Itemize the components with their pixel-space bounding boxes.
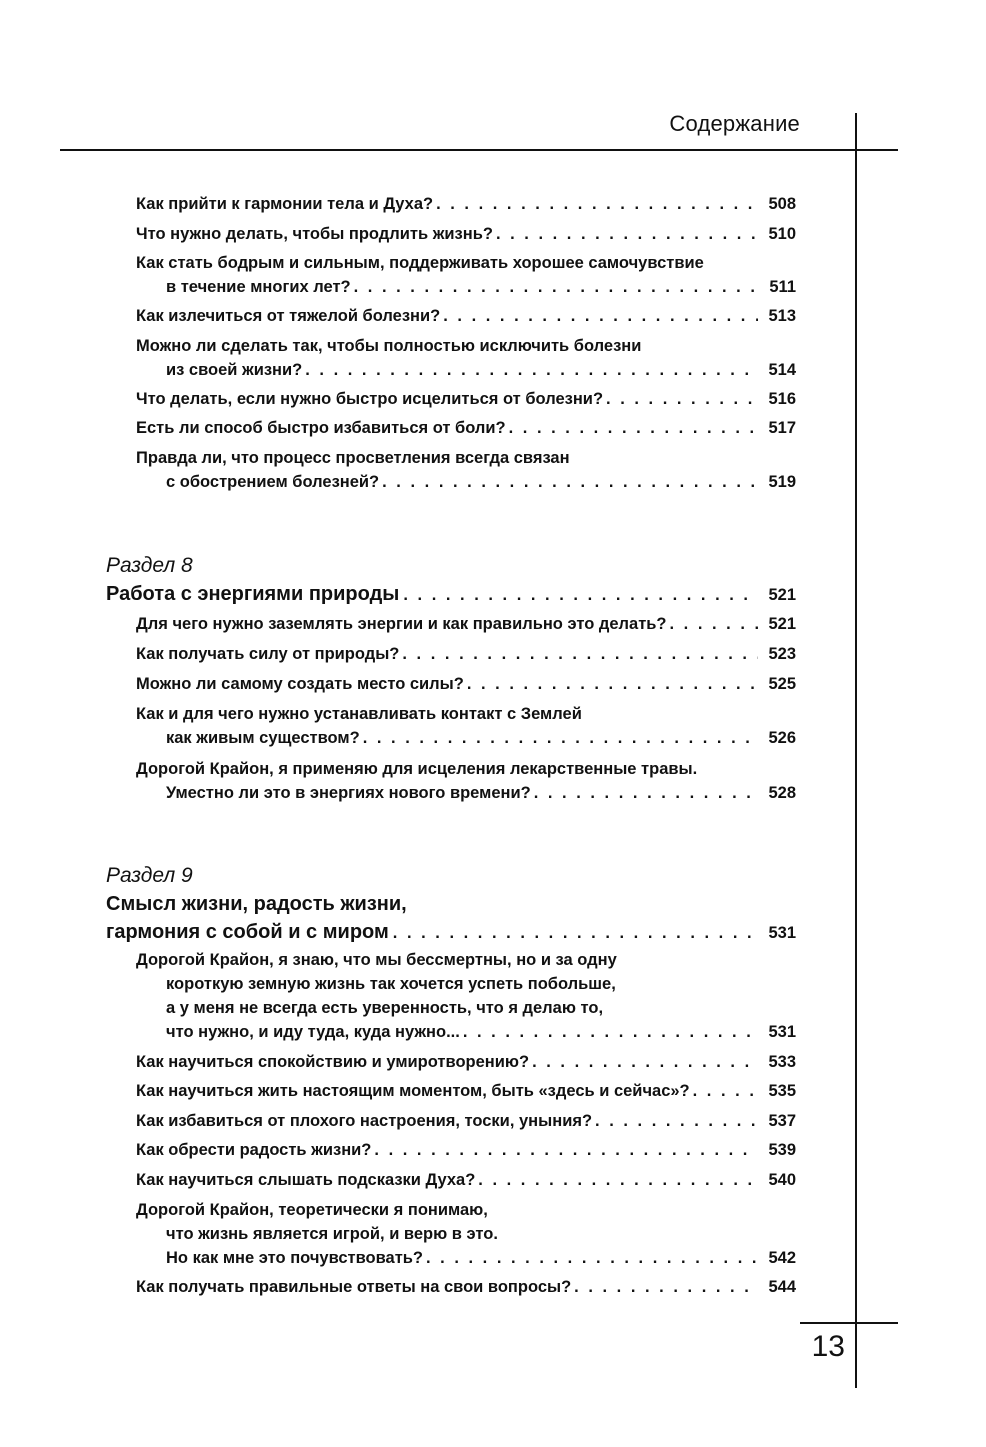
entry-page-number: 511	[769, 278, 796, 296]
toc-entry	[136, 192, 796, 216]
toc-entry	[136, 387, 796, 411]
dot-leader	[426, 1246, 758, 1270]
section-page-number: 531	[768, 924, 796, 942]
toc-entry	[136, 642, 796, 666]
dot-leader	[402, 642, 758, 666]
entry-title-last-line	[136, 358, 796, 382]
entry-title-text: Но как мне это почувствовать?	[166, 1249, 423, 1267]
entry-page-number: 542	[768, 1249, 796, 1267]
entry-title-line: Правда ли, что процесс просветления всегда связан	[136, 449, 570, 467]
toc-entry	[136, 334, 796, 382]
section-title-text: гармония с собой и с миром	[106, 921, 389, 943]
entry-page-number: 544	[768, 1278, 796, 1296]
entry-title-text: Как прийти к гармонии тела и Духа?	[136, 195, 434, 213]
toc-entry	[136, 1198, 796, 1270]
entry-title-last-line	[136, 192, 796, 216]
toc-entry	[136, 612, 796, 636]
toc-entry	[136, 948, 796, 1044]
entry-title-last-line	[136, 781, 796, 805]
entry-title-text: Как обрести радость жизни?	[136, 1141, 372, 1159]
dot-leader	[393, 919, 758, 947]
entry-title-text: с обострением болезней?	[166, 473, 380, 491]
entry-title-last-line	[136, 1275, 796, 1299]
entry-page-number: 537	[768, 1112, 796, 1130]
section-title-line: Смысл жизни, радость жизни,	[106, 893, 407, 915]
entry-title-text: Как излечиться от тяжелой болезни?	[136, 307, 441, 325]
entry-page-number: 516	[768, 390, 796, 408]
entry-title-line: Дорогой Крайон, я знаю, что мы бессмертны, но и за одну	[136, 951, 617, 969]
dot-leader	[693, 1079, 758, 1103]
entry-page-number: 535	[768, 1082, 796, 1100]
page-number: 13	[811, 1330, 845, 1363]
toc-entry	[136, 222, 796, 246]
dot-leader	[374, 1138, 758, 1162]
section-title	[106, 890, 796, 947]
section-title	[106, 580, 796, 609]
entry-page-number: 531	[768, 1023, 796, 1041]
dot-leader	[574, 1275, 758, 1299]
entry-title-last-line	[136, 275, 796, 299]
entry-title-text: Для чего нужно заземлять энергии и как правильно это делать?	[136, 615, 667, 633]
toc-entry	[136, 446, 796, 494]
entry-page-number: 508	[768, 195, 796, 213]
entry-page-number: 523	[768, 645, 796, 663]
entry-title-line: Как и для чего нужно устанавливать контакт с Землей	[136, 705, 582, 723]
entry-title-text: Как избавиться от плохого настроения, тоски, уныния?	[136, 1112, 593, 1130]
entry-title-text: Как научиться спокойствию и умиротворению?	[136, 1053, 530, 1071]
entry-title-last-line	[136, 470, 796, 494]
entry-title-text: Как получать правильные ответы на свои вопросы?	[136, 1278, 572, 1296]
entry-title-last-line	[136, 304, 796, 328]
dot-leader	[403, 581, 758, 609]
entry-page-number: 513	[768, 307, 796, 325]
entry-page-number: 540	[768, 1171, 796, 1189]
entry-title-text: Как получать силу от природы?	[136, 645, 400, 663]
section-label: Раздел 9	[106, 864, 193, 887]
entry-title-text: как живым существом?	[166, 729, 360, 747]
toc-entry	[136, 1275, 796, 1299]
entry-title-line: Дорогой Крайон, я применяю для исцеления лекарственные травы.	[136, 760, 698, 778]
toc-entry	[136, 672, 796, 696]
entry-title-text: Что нужно делать, чтобы продлить жизнь?	[136, 225, 493, 243]
entry-title-last-line	[136, 1109, 796, 1133]
toc-entry	[136, 1109, 796, 1133]
dot-leader	[509, 416, 758, 440]
entry-page-number: 521	[768, 615, 796, 633]
dot-leader	[354, 275, 758, 299]
entry-title-last-line	[136, 612, 796, 636]
entry-title-line: Дорогой Крайон, теоретически я понимаю,	[136, 1201, 488, 1219]
section-title-last-line	[106, 580, 796, 609]
entry-title-last-line	[136, 1050, 796, 1074]
dot-leader	[382, 470, 758, 494]
entry-title-last-line	[136, 1138, 796, 1162]
section-label: Раздел 8	[106, 554, 193, 577]
entry-title-last-line	[136, 1246, 796, 1270]
dot-leader	[363, 726, 758, 750]
toc-entry	[136, 1168, 796, 1192]
dot-leader	[670, 612, 759, 636]
entry-title-text: Как научиться слышать подсказки Духа?	[136, 1171, 476, 1189]
entry-title-text: в течение многих лет?	[166, 278, 351, 296]
entry-title-line: а у меня не всегда есть уверенность, что я делаю то,	[166, 999, 604, 1017]
entry-page-number: 533	[768, 1053, 796, 1071]
entry-title-last-line	[136, 222, 796, 246]
entry-title-line: короткую земную жизнь так хочется успеть побольше,	[166, 975, 616, 993]
entry-title-text: Что делать, если нужно быстро исцелиться от болезни?	[136, 390, 604, 408]
entry-page-number: 510	[768, 225, 796, 243]
entry-title-last-line	[136, 1020, 796, 1044]
toc-entry	[136, 757, 796, 805]
entry-page-number: 539	[768, 1141, 796, 1159]
entry-title-line: Можно ли сделать так, чтобы полностью исключить болезни	[136, 337, 642, 355]
entry-title-last-line	[136, 416, 796, 440]
toc-entry	[136, 304, 796, 328]
entry-page-number: 528	[768, 784, 796, 802]
section-title-text: Работа с энергиями природы	[106, 583, 400, 605]
entry-title-last-line	[136, 726, 796, 750]
entry-page-number: 519	[768, 473, 796, 491]
dot-leader	[534, 781, 758, 805]
entry-title-text: из своей жизни?	[166, 361, 303, 379]
toc-entry	[136, 1138, 796, 1162]
entry-title-last-line	[136, 642, 796, 666]
dot-leader	[496, 222, 758, 246]
dot-leader	[478, 1168, 758, 1192]
dot-leader	[305, 358, 758, 382]
toc-entry	[136, 702, 796, 750]
entry-title-last-line	[136, 672, 796, 696]
toc-entry	[136, 251, 796, 299]
entry-title-line: что жизнь является игрой, и верю в это.	[166, 1225, 498, 1243]
dot-leader	[436, 192, 758, 216]
section-title-last-line	[106, 918, 796, 947]
dot-leader	[532, 1050, 758, 1074]
entry-title-last-line	[136, 1079, 796, 1103]
dot-leader	[463, 1020, 758, 1044]
dot-leader	[467, 672, 758, 696]
entry-title-text: Можно ли самому создать место силы?	[136, 675, 464, 693]
entry-title-text: Уместно ли это в энергиях нового времени?	[166, 784, 531, 802]
entry-title-last-line	[136, 1168, 796, 1192]
entry-title-text: Есть ли способ быстро избавиться от боли?	[136, 419, 506, 437]
entry-page-number: 514	[768, 361, 796, 379]
toc-entry	[136, 1050, 796, 1074]
dot-leader	[443, 304, 758, 328]
section-page-number: 521	[768, 586, 796, 604]
entry-title-last-line	[136, 387, 796, 411]
entry-page-number: 517	[768, 419, 796, 437]
toc-entry	[136, 416, 796, 440]
entry-title-text: что нужно, и иду туда, куда нужно...	[166, 1023, 460, 1041]
toc-entry	[136, 1079, 796, 1103]
entry-page-number: 526	[768, 729, 796, 747]
entry-title-line: Как стать бодрым и сильным, поддерживать хорошее самочувствие	[136, 254, 704, 272]
entry-title-text: Как научиться жить настоящим моментом, быть «здесь и сейчас»?	[136, 1082, 690, 1100]
dot-leader	[606, 387, 758, 411]
dot-leader	[595, 1109, 758, 1133]
entry-page-number: 525	[768, 675, 796, 693]
running-head: Содержание	[669, 111, 800, 136]
